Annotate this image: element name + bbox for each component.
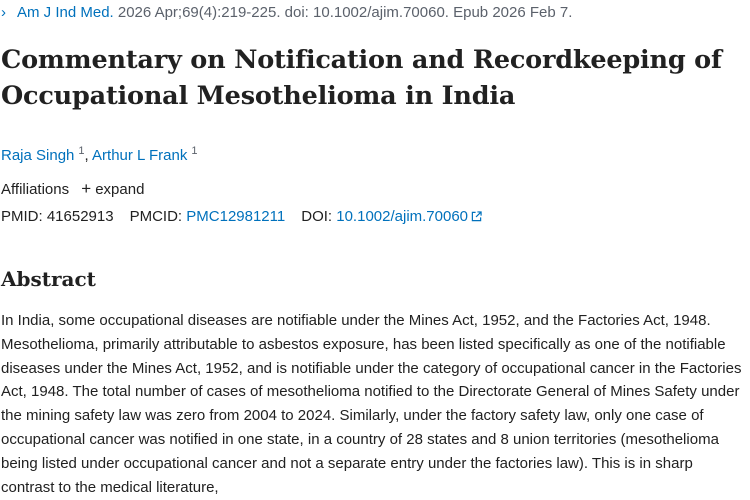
affiliation-ref[interactable]: 1 (78, 145, 85, 157)
external-link-icon (471, 211, 482, 222)
doi-label: DOI: (301, 208, 333, 225)
abstract-text: In India, some occupational diseases are notifiable under the Mines Act, 1952, and the Factories Act, 1948. Mesothelioma, primarily attributable to asbestos exposure, has been listed specifically as one of the notifiable diseases under the Mines Act, 1952, and is notifiable under the category of occupational cancer in the Factories Act, 1948. The total number of cases of mesothelioma notified to the Directorate General of Mines Safety under the mining safety law was zero from 2004 to 2024. Similarly, under the factory safety law, only one case of occupational cancer was notified in one state, in a country of 28 states and 8 union territories (mesothelioma being listed under occupational cancer and not a separate entry under the factories law). This is in sharp contrast to the medical literature, (1, 312, 742, 496)
author-list (1, 141, 197, 166)
author-link[interactable]: Raja Singh (1, 147, 75, 164)
pmid-value: 41652913 (46, 208, 114, 225)
affiliations-row (1, 179, 144, 200)
abstract-heading: Abstract (1, 267, 96, 291)
chevron-right-icon[interactable]: › (1, 4, 6, 21)
journal-link[interactable]: Am J Ind Med. (17, 4, 114, 21)
affiliation-ref[interactable]: 1 (191, 145, 198, 157)
pmid-label: PMID: (1, 208, 43, 225)
author-link[interactable]: Arthur L Frank (92, 147, 188, 164)
identifiers-row (1, 207, 482, 227)
expand-label: expand (95, 181, 145, 198)
pmcid-link[interactable]: PMC12981211 (186, 208, 286, 225)
affiliations-label: Affiliations (1, 181, 70, 198)
plus-icon: + (81, 179, 92, 198)
article-title: Commentary on Notification and Recordkeeping of Occupational Mesothelioma in India (1, 45, 722, 111)
doi-value: 10.1002/ajim.70060 (336, 208, 469, 225)
pmcid-label: PMCID: (129, 208, 183, 225)
citation-details: 2026 Apr;69(4):219-225. doi: 10.1002/ajim.70060. Epub 2026 Feb 7. (113, 4, 573, 21)
author-separator: , (84, 147, 93, 164)
doi-link[interactable] (336, 208, 482, 225)
citation-line (1, 3, 572, 23)
expand-affiliations-button[interactable] (81, 181, 144, 198)
